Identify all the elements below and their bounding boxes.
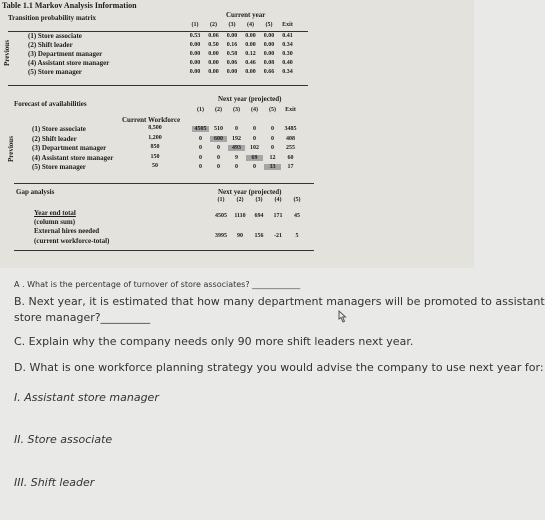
questions-section <box>0 270 545 520</box>
gap-row2-sublabel: (current workforce-total) <box>34 237 110 245</box>
item-iii: III. Shift leader <box>14 476 95 489</box>
col-header: Exit <box>282 22 293 28</box>
gap-value: 3995 <box>215 233 227 239</box>
forecast-col-group: Next year (projected) <box>218 95 282 103</box>
cell-value: 0 <box>253 126 256 132</box>
col-header: (5) <box>269 107 276 113</box>
divider <box>14 183 314 184</box>
col-header: (1) <box>191 22 199 28</box>
cell-value: 0.00 <box>208 69 219 75</box>
cell-value: 0 <box>199 154 202 161</box>
cell-value: 0.41 <box>282 33 293 39</box>
cell-value: 0 <box>235 164 238 170</box>
cell-value: 0.46 <box>245 60 256 66</box>
col-header: (2) <box>215 107 222 113</box>
cell-value: 0 <box>199 135 202 142</box>
cell-value: 0.34 <box>282 42 293 48</box>
cell-value: 0.30 <box>282 51 293 57</box>
cell-value: 0.53 <box>189 33 201 39</box>
transition-side-label: Previous <box>3 40 11 66</box>
cell-value: 0.06 <box>226 60 238 66</box>
gap-row1-sublabel: (column sum) <box>34 218 76 226</box>
col-header: (1) <box>197 107 204 113</box>
row-label: (5) Store manager <box>28 68 82 76</box>
cell-value: 12 <box>269 154 276 161</box>
cell-value: 0.00 <box>245 42 256 48</box>
gap-value: 5 <box>295 233 299 239</box>
cell-value: 0.00 <box>208 60 219 66</box>
cell-value: 600 <box>210 136 227 142</box>
cell-value: 0.66 <box>263 69 275 75</box>
col-header: (5) <box>265 22 273 28</box>
col-header: (3) <box>255 197 263 203</box>
gap-value: 156 <box>254 233 264 239</box>
col-header: (4) <box>274 197 282 203</box>
cell-value: 3485 <box>284 126 297 132</box>
gap-col-group: Next year (projected) <box>218 188 282 196</box>
cell-value: 0 <box>217 145 220 151</box>
cell-value: 0.34 <box>282 69 293 75</box>
gap-value: 171 <box>273 213 283 219</box>
cell-value: 0 <box>253 135 256 142</box>
row-label: (3) Department manager <box>28 50 103 58</box>
cell-value: 0.00 <box>226 69 238 75</box>
gap-value: 694 <box>254 213 264 219</box>
col-header: (2) <box>236 197 244 203</box>
cell-value: 0.00 <box>245 69 256 75</box>
gap-value: 1110 <box>234 213 246 219</box>
cell-value: 510 <box>214 126 223 132</box>
cell-value: 102 <box>250 145 259 151</box>
cell-value: 0.58 <box>226 51 238 57</box>
workforce-value: 1,200 <box>148 134 162 141</box>
forecast-side-label: Previous <box>7 136 15 162</box>
cell-value: 17 <box>287 164 294 170</box>
cell-value: 0.12 <box>245 51 256 57</box>
cell-value: 0.00 <box>263 33 275 39</box>
workforce-value: 50 <box>152 163 158 169</box>
col-header: (5) <box>293 197 301 203</box>
cell-value: 0 <box>271 135 274 142</box>
workforce-value: 8,500 <box>148 125 162 131</box>
cell-value: 0 <box>235 126 238 132</box>
workforce-value: 150 <box>150 153 160 160</box>
row-label: (4) Assistant store manager <box>28 59 110 67</box>
cell-value: 33 <box>264 164 281 170</box>
gap-title: Gap analysis <box>16 188 55 196</box>
cell-value: 0 <box>217 164 220 170</box>
cell-value: 0.00 <box>189 69 201 75</box>
cell-value: 0 <box>253 164 256 170</box>
col-header: (3) <box>233 107 240 113</box>
row-label: (1) Store associate <box>32 125 86 133</box>
table-image <box>0 0 474 268</box>
col-header: (3) <box>228 22 236 28</box>
cell-value: 9 <box>235 154 238 161</box>
cell-value: 0.40 <box>282 60 293 66</box>
cell-value: 192 <box>232 135 241 142</box>
cell-value: 0.50 <box>208 42 219 48</box>
forecast-title: Forecast of availabilities <box>14 100 87 108</box>
mouse-cursor-icon <box>336 310 348 324</box>
cell-value: 0.00 <box>189 42 201 48</box>
cell-value: 4505 <box>192 126 209 132</box>
question-d: D. What is one workforce planning strategy you would advise the company to use next year for: <box>14 361 544 374</box>
col-header: Exit <box>285 107 296 113</box>
cell-value: 0.00 <box>189 51 201 57</box>
transition-col-group: Current year <box>226 11 266 19</box>
cell-value: 408 <box>286 135 295 142</box>
question-a: A . What is the percentage of turnover of store associates? ____________ <box>14 280 301 289</box>
row-label: (2) Shift leader <box>28 41 73 49</box>
cell-value: 493 <box>228 145 245 151</box>
row-label: (2) Shift leader <box>32 134 77 143</box>
cell-value: 0 <box>199 145 202 151</box>
question-b <box>14 294 545 326</box>
row-label: (3) Department manager <box>32 144 107 152</box>
question-b-line2: store manager?_________ <box>14 311 151 324</box>
divider <box>8 85 308 86</box>
row-label: (1) Store associate <box>28 32 82 40</box>
transition-title: Transition probability matrix <box>8 14 97 22</box>
cell-value: 0 <box>271 126 274 132</box>
cell-value: 60 <box>287 154 294 161</box>
cell-value: 69 <box>246 155 263 161</box>
item-i: I. Assistant store manager <box>14 391 159 404</box>
col-header: (4) <box>247 22 254 28</box>
cell-value: 0 <box>271 145 274 151</box>
cell-value: 0.00 <box>208 51 219 57</box>
gap-value: 45 <box>294 213 300 219</box>
question-b-line1: B. Next year, it is estimated that how many department managers will be promoted to assistant <box>14 295 545 308</box>
workforce-value: 850 <box>150 144 160 150</box>
cell-value: 0.08 <box>263 60 275 66</box>
workforce-header: Current Workforce <box>122 116 181 124</box>
gap-value: 4505 <box>215 213 227 219</box>
cell-value: 0.00 <box>189 60 201 66</box>
cell-value: 0.00 <box>226 33 238 39</box>
cell-value: 0.00 <box>263 42 275 48</box>
gap-value: -21 <box>274 233 282 239</box>
cell-value: 0.00 <box>263 51 275 57</box>
cell-value: 0 <box>217 154 220 161</box>
gap-row1-label: Year end total <box>34 209 76 217</box>
table-title: Table 1.1 Markov Analysis Information <box>2 1 137 10</box>
gap-row2-label: External hires needed <box>34 227 100 235</box>
cell-value: 0.06 <box>208 33 219 39</box>
question-c: C. Explain why the company needs only 90 more shift leaders next year. <box>14 335 414 348</box>
row-label: (4) Assistant store manager <box>32 153 114 162</box>
cell-value: 255 <box>286 145 295 151</box>
col-header: (1) <box>217 197 225 203</box>
col-header: (2) <box>210 22 217 28</box>
cell-value: 0.00 <box>245 33 256 39</box>
gap-value: 90 <box>237 233 243 239</box>
cell-value: 0.16 <box>226 42 238 48</box>
col-header: (4) <box>251 107 258 113</box>
row-label: (5) Store manager <box>32 163 86 171</box>
divider <box>14 250 314 251</box>
cell-value: 0 <box>199 164 202 170</box>
item-ii: II. Store associate <box>14 433 113 446</box>
